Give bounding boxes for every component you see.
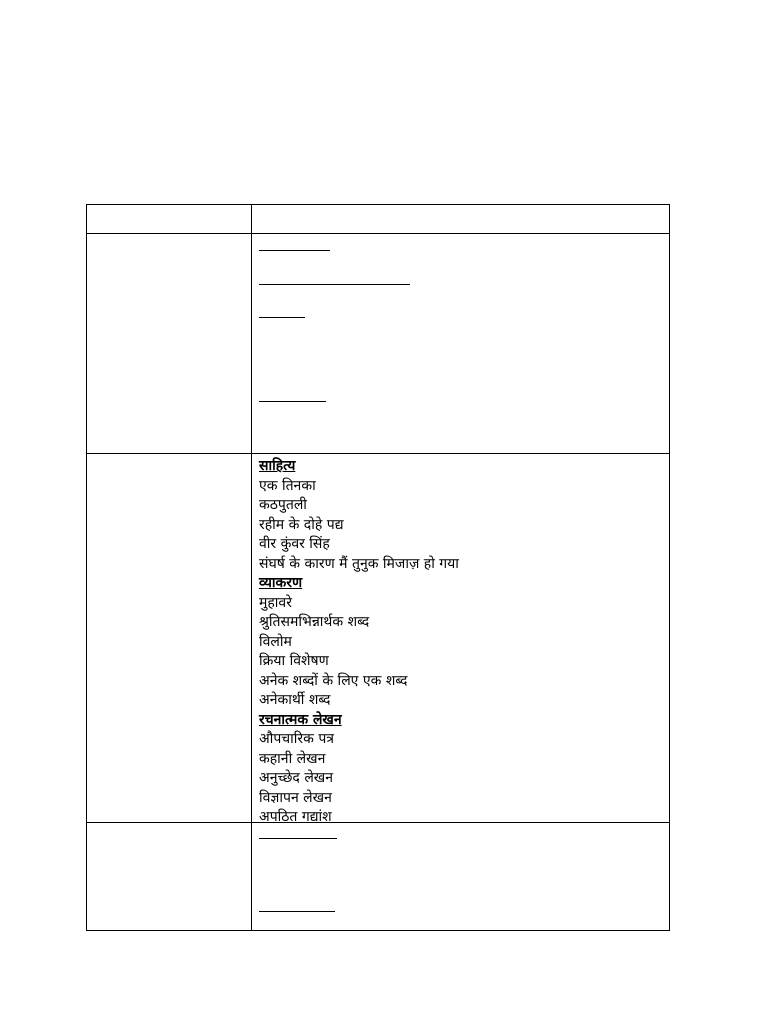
list-item: क्रिया विशेषण	[259, 653, 329, 669]
list-item: औपचारिक पत्र	[259, 731, 335, 747]
section-heading-creative-writing: रचनात्मक लेखन	[259, 711, 342, 728]
row-divider-header	[87, 233, 669, 234]
syllabus-content	[259, 457, 659, 828]
section-heading-literature: साहित्य	[259, 458, 296, 474]
list-item: वीर कुंवर सिंह	[259, 536, 330, 552]
blank-underline	[259, 317, 305, 318]
list-item: विलोम	[259, 633, 292, 650]
list-item: एक तिनका	[259, 477, 316, 494]
list-item: विज्ञापन लेखन	[259, 789, 332, 806]
blank-underline	[259, 401, 326, 402]
list-item: मुहावरे	[259, 594, 292, 611]
list-item: कठपुतली	[259, 497, 307, 513]
list-item: श्रुतिसमभिन्नार्थक शब्द	[259, 614, 370, 630]
blank-underline	[259, 838, 337, 839]
blank-underline	[259, 911, 335, 912]
list-item: अनेक शब्दों के लिए एक शब्द	[259, 672, 408, 689]
list-item: रहीम के दोहे पद्य	[259, 516, 344, 533]
row-divider-2	[87, 453, 669, 454]
list-item: अनुच्छेद लेखन	[259, 770, 334, 786]
blank-underline	[259, 284, 410, 285]
blank-underline	[259, 250, 330, 251]
syllabus-table	[86, 204, 670, 931]
list-item: अनेकार्थी शब्द	[259, 692, 331, 708]
list-item: कहानी लेखन	[259, 750, 326, 767]
list-item: अपठित गद्यांश	[259, 809, 332, 825]
list-item: संघर्ष के कारण मैं तुनुक मिजाज़ हो गया	[259, 555, 459, 572]
section-heading-grammar: व्याकरण	[259, 575, 303, 591]
